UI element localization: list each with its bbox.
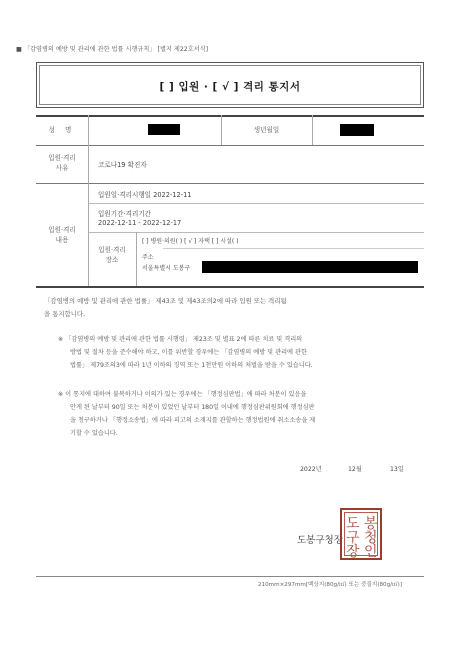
compliance-note: ※ 「감염병의 예방 및 관리에 관한 법률 시행령」 제23조 및 별표 2에 따른 치료 및 격리의 방법 및 절차 등을 준수해야 하고, 이를 위반할 경우에는 「감염병의 예방 및 관리에 관한 법률」 제79조의3에 따라 1년 이하의 징역 또는 1천만원 이하의 처벌을 받을 수 있습니다. — [58, 336, 313, 369]
isolation-period-value: 2022-12-11 - 2022-12-17 — [98, 219, 182, 227]
document-title: [ ] 입원 · [ √ ] 격리 통지서 — [159, 81, 301, 93]
appeal-note: ※ 이 통지에 대하여 불복하거나 이의가 있는 경우에는 「행정심판법」에 따라 처분이 있음을 안게 된 날부터 90일 또는 처분이 있었던 날부터 180일 이내에 행정심판위원회에 행정심판 을 청구하거나 「행정소송법」에 따라 피고의 소재지를 관할하는 행정법원에 취소소송을 제 기할 수 있습니다. — [58, 391, 316, 437]
place-label: 입원·격리 장소 — [98, 246, 126, 264]
address-label: 주소 — [142, 254, 154, 261]
isolation-start-date: 입원일·격리시행일 2022-12-11 — [98, 191, 192, 199]
reason-value: 코로나19 확진자 — [98, 161, 147, 169]
name-label: 성 명 — [48, 126, 76, 134]
form-reference-note: ■ 「감염병의 예방 및 관리에 관한 법률 시행규칙」 [별지 제22호서식] — [16, 46, 209, 53]
issue-date-day: 13일 — [390, 466, 404, 473]
address-value: 서울특별시 도봉구 — [142, 265, 191, 272]
address-redacted — [202, 261, 418, 273]
official-seal: 도 봉 구 청 장 인 — [340, 508, 382, 560]
issue-date-year: 2022년 — [300, 466, 322, 473]
issue-date-month: 12월 — [348, 466, 362, 473]
title-box — [36, 62, 424, 108]
isolation-period-label: 입원기간·격리기간 — [98, 210, 152, 218]
info-table — [36, 115, 424, 287]
bottom-rule — [36, 576, 424, 577]
details-label: 입원·격리 내용 — [48, 226, 76, 244]
birthdate-redacted — [340, 124, 374, 136]
issuer-name: 도봉구청장 — [297, 535, 343, 546]
reason-label: 입원·격리 사유 — [48, 154, 76, 172]
birthdate-label: 생년월일 — [253, 126, 280, 134]
name-redacted — [148, 124, 180, 135]
paper-spec-footer: 210mm×297mm[백상지(80g/㎡) 또는 중질지(80g/㎡)] — [258, 582, 403, 588]
place-options: [ ] 병원·의원( ) [ √ ] 자택 [ ] 시설( ) — [142, 238, 239, 245]
notice-paragraph: 「감염병의 예방 및 관리에 관한 법률」 제43조 및 제43조의2에 따라 입원 또는 격리됨 을 통지합니다. — [44, 297, 287, 318]
